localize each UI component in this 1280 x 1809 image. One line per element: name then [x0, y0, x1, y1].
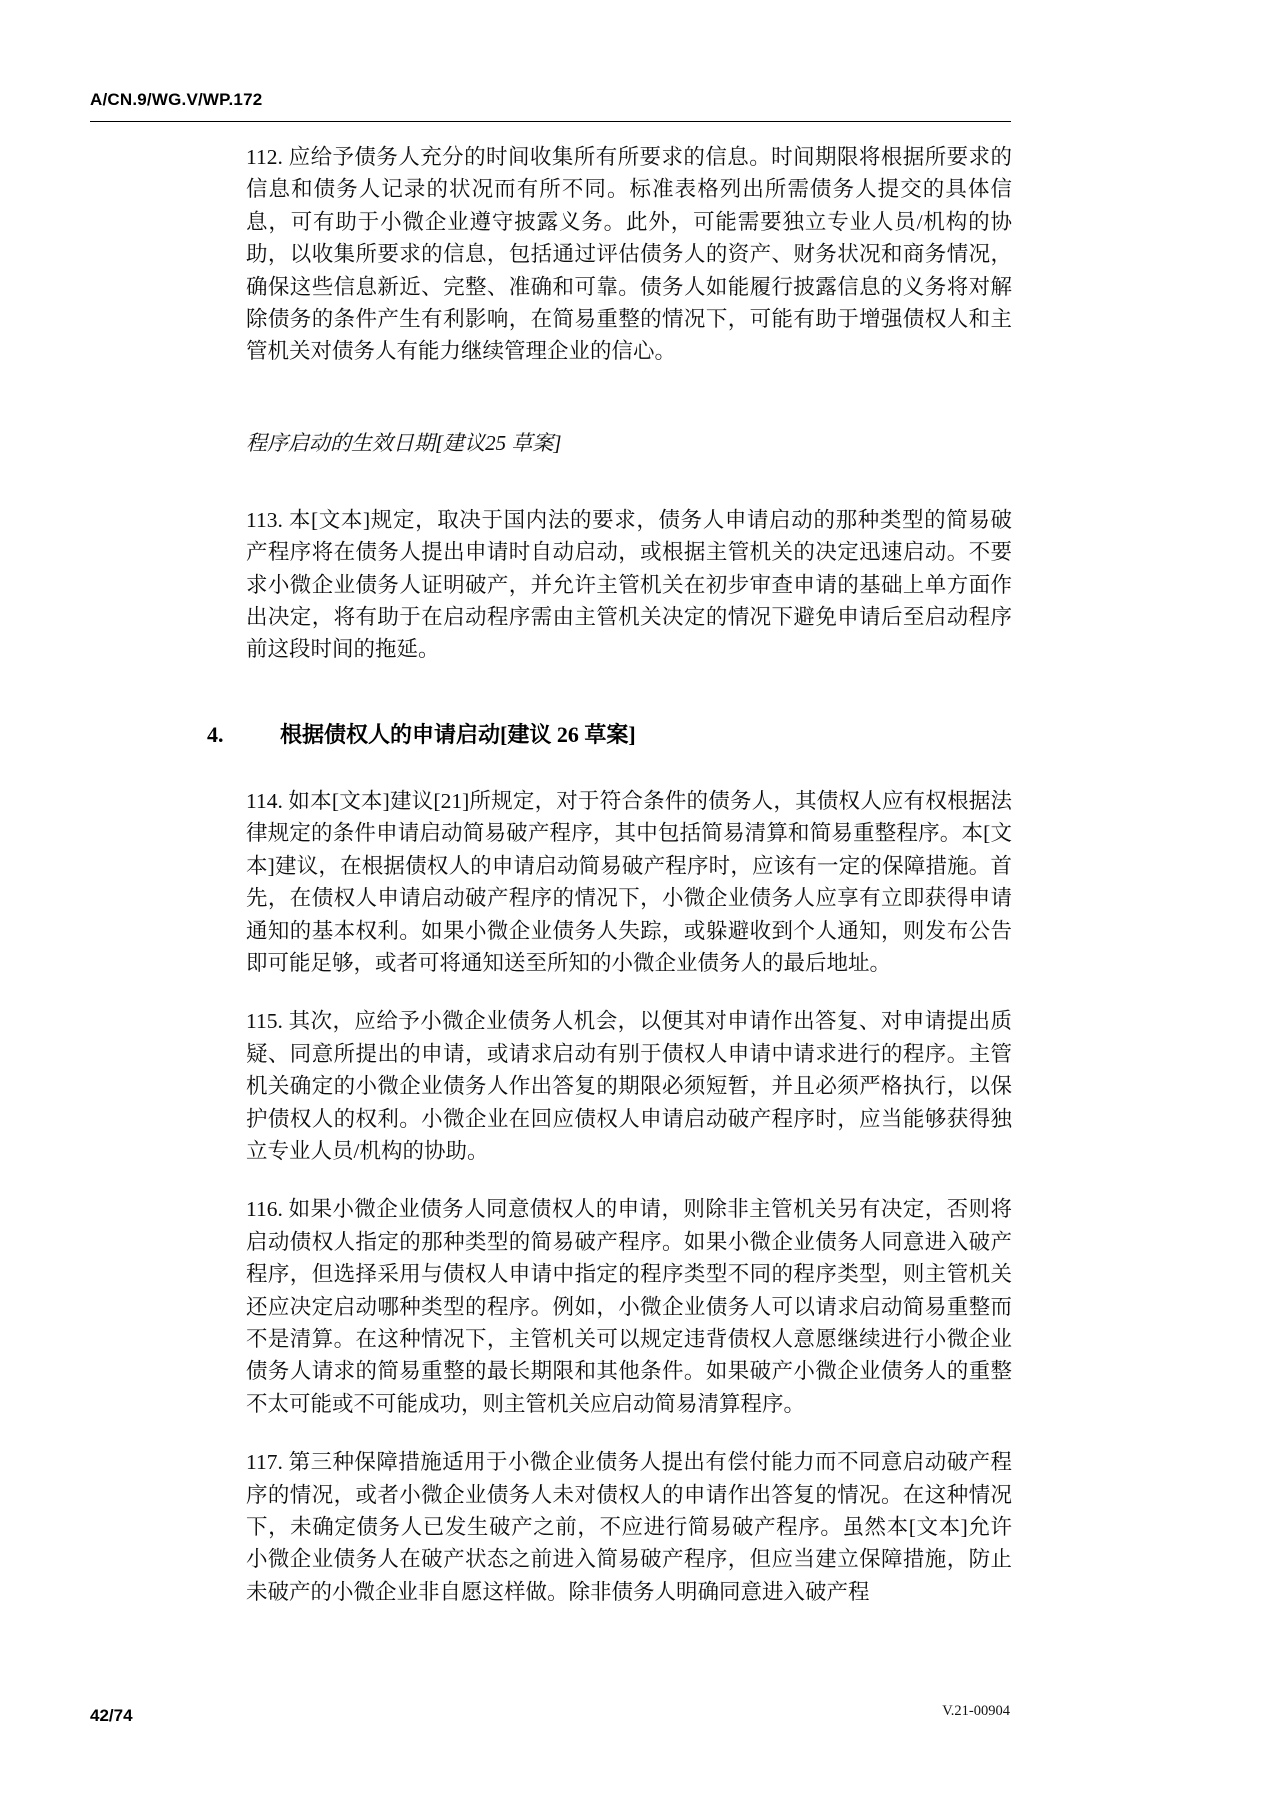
header-rule	[90, 121, 1011, 122]
page-number: 42/74	[90, 1706, 133, 1725]
document-symbol: A/CN.9/WG.V/WP.172	[90, 90, 263, 109]
paragraph-112: 112. 应给予债务人充分的时间收集所有所要求的信息。时间期限将根据所要求的信息和债务人记录的状况而有所不同。标准表格列出所需债务人提交的具体信息，可有助于小微企业遵守披露义务。此外，可能需要独立专业人员/机构的协助，以收集所要求的信息，包括通过评估债务人的资产、财务状况和商务情况，确保这些信息新近、完整、准确和可靠。债务人如能履行披露信息的义务将对解除债务的条件产生有利影响，在简易重整的情况下，可能有助于增强债权人和主管机关对债务人有能力继续管理企业的信心。	[246, 145, 1012, 364]
document-id: V.21-00904	[942, 1703, 1010, 1719]
paragraph-115: 115. 其次，应给予小微企业债务人机会，以便其对申请作出答复、对申请提出质疑、同意所提出的申请，或请求启动有别于债权人申请中请求进行的程序。主管机关确定的小微企业债务人作出答复的期限必须短暂，并且必须严格执行，以保护债权人的权利。小微企业在回应债权人申请启动破产程序时，应当能够获得独立专业人员/机构的协助。	[246, 1009, 1012, 1163]
paragraph-117: 117. 第三种保障措施适用于小微企业债务人提出有偿付能力而不同意启动破产程序的情况，或者小微企业债务人未对债权人的申请作出答复的情况。在这种情况下，未确定债务人已发生破产之前，不应进行简易破产程序。虽然本[文本]允许小微企业债务人在破产状态之前进入简易破产程序，但应当建立保障措施，防止未破产的小微企业非自愿这样做。除非债务人明确同意进入破产程	[246, 1450, 1012, 1604]
paragraph-116: 116. 如果小微企业债务人同意债权人的申请，则除非主管机关另有决定，否则将启动债权人指定的那种类型的简易破产程序。如果小微企业债务人同意进入破产程序，但选择采用与债权人申请中指定的程序类型不同的程序类型，则主管机关还应决定启动哪种类型的程序。例如，小微企业债务人可以请求启动简易重整而不是清算。在这种情况下，主管机关可以规定违背债权人意愿继续进行小微企业债务人请求的简易重整的最长期限和其他条件。如果破产小微企业债务人的重整不太可能或不可能成功，则主管机关应启动简易清算程序。	[246, 1197, 1012, 1416]
paragraph-113: 113. 本[文本]规定，取决于国内法的要求，债务人申请启动的那种类型的简易破产程序将在债务人提出申请时自动启动，或根据主管机关的决定迅速启动。不要求小微企业债务人证明破产，并允许主管机关在初步审查申请的基础上单方面作出决定，将有助于在启动程序需由主管机关决定的情况下避免申请后至启动程序前这段时间的拖延。	[246, 507, 1012, 662]
paragraph-114: 114. 如本[文本]建议[21]所规定，对于符合条件的债务人，其债权人应有权根据法律规定的条件申请启动简易破产程序，其中包括简易清算和简易重整程序。本[文本]建议，在根据债权人的申请启动简易破产程序时，应该有一定的保障措施。首先，在债权人申请启动破产程序的情况下，小微企业债务人应享有立即获得申请通知的基本权利。如果小微企业债务人失踪，或躲避收到个人通知，则发布公告即可能足够，或者可将通知送至所知的小微企业债务人的最后地址。	[246, 788, 1012, 975]
subheading-effective-date-of-commencement: 程序启动的生效日期[建议25 草案]	[246, 430, 562, 455]
section-heading-title: 根据债权人的申请启动[建议 26 草案]	[280, 721, 636, 747]
document-body	[207, 141, 1012, 1608]
section-heading-number: 4.	[207, 721, 224, 747]
section-heading-4	[207, 718, 1012, 751]
